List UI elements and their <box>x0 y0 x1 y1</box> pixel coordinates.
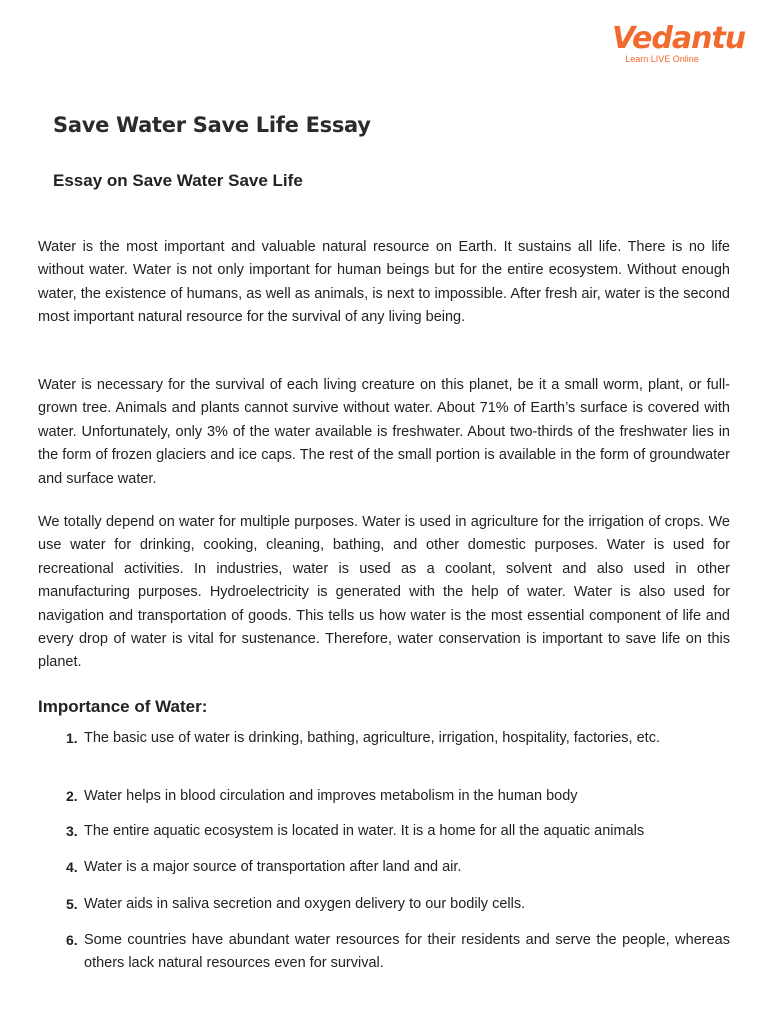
list-item <box>66 929 730 976</box>
paragraph-1: Water is the most important and valuable natural resource on Earth. It sustains all life. There is no life without water. Water is not only important for human beings but for the entire ecosystem. Without enough water, the existence of humans, as well as animals, is next to impossible. After fresh air, water is the second most important natural resource for the survival of any living being. <box>38 239 730 326</box>
list-item-text: The entire aquatic ecosystem is located in water. It is a home for all the aquatic animals <box>84 823 645 839</box>
list-item-number: 2. <box>66 788 78 804</box>
list-item <box>66 727 730 750</box>
page-title: Save Water Save Life Essay <box>53 113 371 137</box>
list-item-number: 3. <box>66 823 78 839</box>
list-item-text: The basic use of water is drinking, bathing, agriculture, irrigation, hospitality, factories, etc. <box>84 730 660 746</box>
list-item-number: 4. <box>66 859 78 875</box>
list-item-number: 1. <box>66 730 78 746</box>
logo-wordmark: Vedantu <box>612 21 746 56</box>
paragraph-2: Water is necessary for the survival of each living creature on this planet, be it a small worm, plant, or full-grown tree. Animals and plants cannot survive without water. About 71% of Earth’s surface is covered with water. Unfortunately, only 3% of the water available is freshwater. About two-thirds of the freshwater lies in the form of frozen glaciers and ice caps. The rest of the small portion is available in the form of groundwater and surface water. <box>38 377 730 487</box>
list-item-number: 6. <box>66 932 78 948</box>
vedantu-logo <box>612 21 746 65</box>
list-item <box>66 893 730 916</box>
paragraph-3: We totally depend on water for multiple purposes. Water is used in agriculture for the irrigation of crops. We use water for drinking, cooking, cleaning, bathing, and other domestic purposes. Water is used for recreational activities. In industries, water is used as a coolant, solvent and also used in other manufacturing purposes. Hydroelectricity is generated with the help of water. Water is also used for navigation and transportation of goods. This tells us how water is the most essential component of life and every drop of water is vital for sustenance. Therefore, water conservation is important to save life on this planet. <box>38 514 730 671</box>
list-item-number: 5. <box>66 896 78 912</box>
essay-subtitle: Essay on Save Water Save Life <box>53 171 303 190</box>
list-item-text: Water aids in saliva secretion and oxygen delivery to our bodily cells. <box>84 896 526 912</box>
list-item <box>66 856 730 879</box>
list-item-text: Water is a major source of transportation after land and air. <box>84 859 462 875</box>
list-item <box>66 785 730 808</box>
list-item <box>66 820 730 843</box>
logo-tagline: Learn LIVE Online <box>625 54 699 64</box>
list-item-text: Some countries have abundant water resources for their residents and serve the people, whereas others lack natural resources even for survival. <box>84 932 730 972</box>
importance-heading: Importance of Water: <box>38 697 208 716</box>
list-item-text: Water helps in blood circulation and improves metabolism in the human body <box>84 788 578 804</box>
